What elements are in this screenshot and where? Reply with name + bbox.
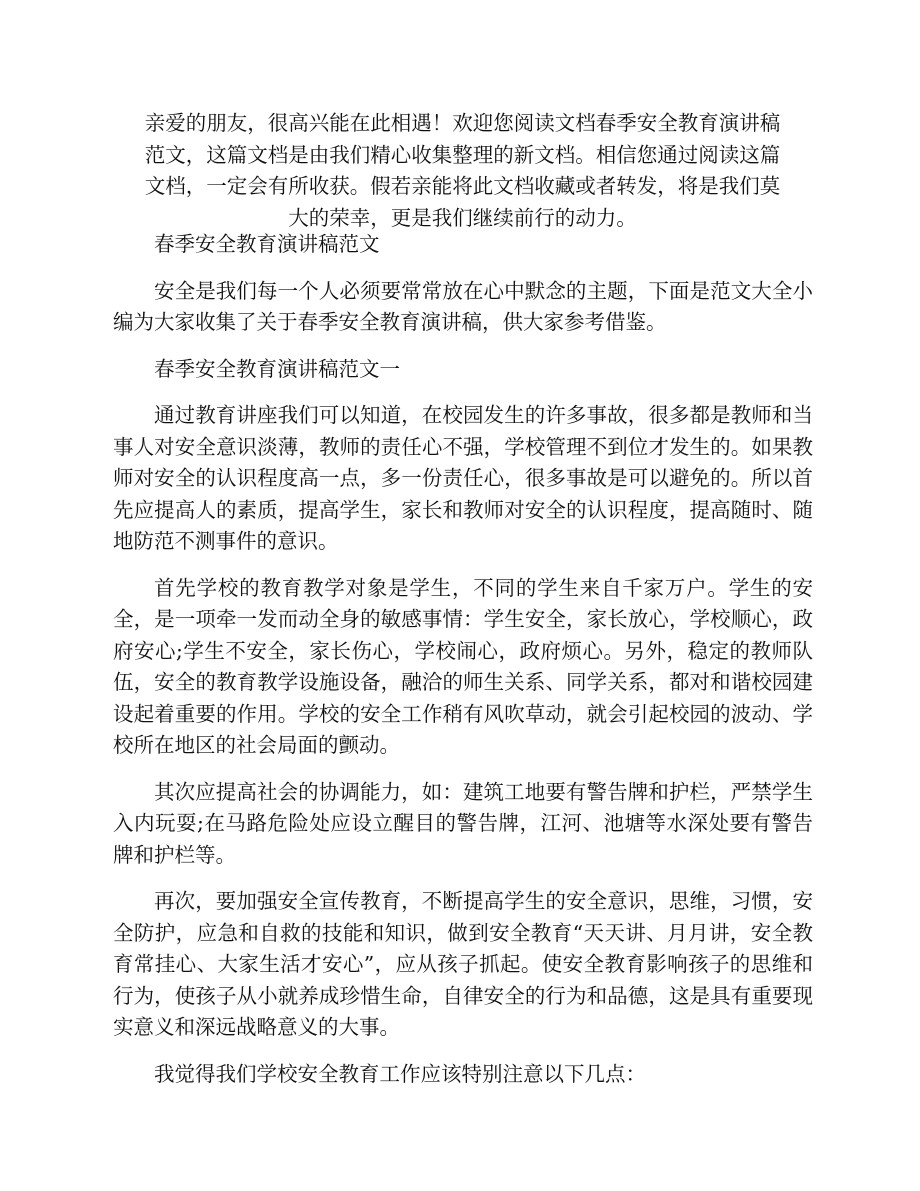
paragraph-2: 首先学校的教育教学对象是学生，不同的学生来自千家万户。学生的安全，是一项牵一发而动全身的敏感事情：学生安全，家长放心，学校顺心，政府安心;学生不安全，家长伤心，学校闹心，政府烦心。另外，稳定的教师队伍，安全的教育教学设施设备，融洽的师生关系、同学关系，都对和谐校园建设起着重要的作用。学校的安全工作稍有风吹草动，就会引起校园的波动、学校所在地区的社会局面的颤动。: [113, 575, 813, 757]
paragraph-4: 再次，要加强安全宣传教育，不断提高学生的安全意识，思维，习惯，安全防护，应急和自救的技能和知识，做到安全教育“天天讲、月月讲，安全教育常挂心、大家生活才安心”，应从孩子抓起。使安全教育影响孩子的思维和行为，使孩子从小就养成珍惜生命，自律安全的行为和品德，这是具有重要现实意义和深远战略意义的大事。: [113, 889, 813, 1039]
document-title: 春季安全教育演讲稿范文: [154, 232, 380, 256]
document-body: [113, 229, 813, 1105]
paragraph-1: 通过教育讲座我们可以知道，在校园发生的许多事故，很多都是教师和当事人对安全意识淡薄，教师的责任心不强，学校管理不到位才发生的。如果教师对安全的认识程度高一点，多一份责任心，很多事故是可以避免的。所以首先应提高人的素质，提高学生，家长和教师对安全的认识程度，提高随时、随地防范不测事件的意识。: [113, 403, 813, 553]
intro-paragraph: 亲爱的朋友，很高兴能在此相遇！欢迎您阅读文档春季安全教育演讲稿范文，这篇文档是由我们精心收集整理的新文档。相信您通过阅读这篇文档，一定会有所收获。假若亲能将此文档收藏或者转发，将是我们莫大的荣幸，更是我们继续前行的动力。: [144, 111, 781, 230]
section-heading: 春季安全教育演讲稿范文一: [154, 356, 400, 381]
paragraph-intro-summary: 安全是我们每一个人必须要常常放在心中默念的主题，下面是范文大全小编为大家收集了关于春季安全教育演讲稿，供大家参考借鉴。: [113, 278, 813, 334]
paragraph-5: 我觉得我们学校安全教育工作应该特别注意以下几点：: [154, 1061, 646, 1086]
paragraph-3: 其次应提高社会的协调能力，如：建筑工地要有警告牌和护栏，严禁学生入内玩耍;在马路危险处应设立醒目的警告牌，江河、池塘等水深处要有警告牌和护栏等。: [113, 779, 813, 867]
